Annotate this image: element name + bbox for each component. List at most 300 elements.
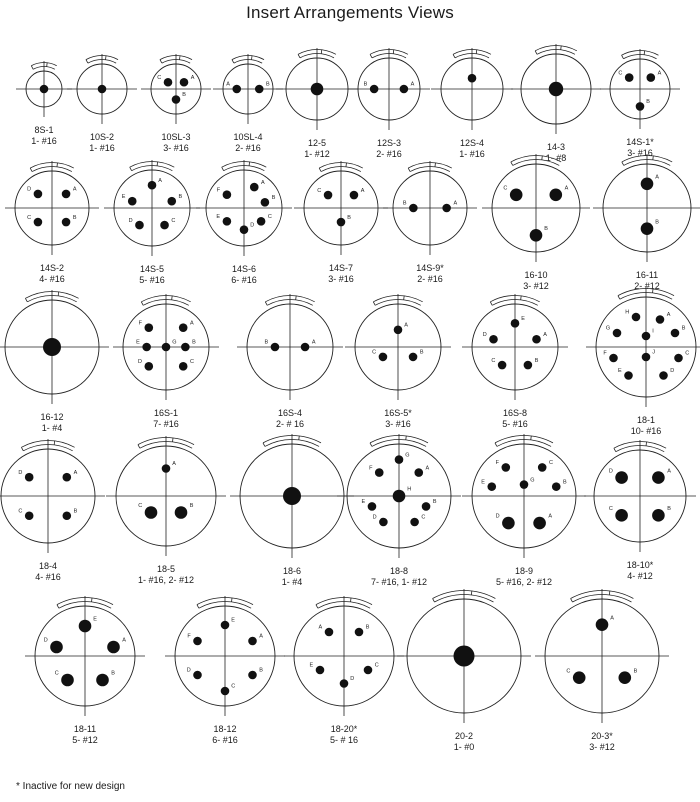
contact-letter: B: [266, 81, 270, 88]
contact-pin-a: [533, 517, 546, 530]
contact-pin-b: [619, 671, 632, 684]
contact-pin-a: [442, 204, 451, 213]
contact-letter: B: [271, 195, 276, 201]
contact-pin-a: [232, 85, 241, 94]
arrangement-name: 16S-8: [502, 408, 528, 418]
page-title: Insert Arrangements Views: [246, 3, 454, 22]
contact-count: 2- #12: [634, 281, 660, 291]
arrangement-name: 10S-2: [89, 132, 115, 142]
key-tick: [535, 51, 537, 55]
contact-pin: [98, 85, 107, 94]
contact-pin-d: [502, 517, 515, 530]
arrangement-name: 18-4: [38, 561, 58, 571]
contact-letter: F: [495, 460, 499, 467]
key-tick: [571, 599, 573, 603]
contact-pin-d: [25, 473, 34, 482]
contact-pin-c: [674, 354, 683, 363]
contact-pin-h: [393, 490, 406, 503]
arrangement-name: 18-5: [156, 564, 176, 574]
contact-pin-a: [532, 335, 541, 344]
arrangement-name: 12S-4: [459, 138, 485, 148]
contact-pin-f: [223, 190, 232, 199]
contact-pin-b: [63, 511, 72, 520]
contact-letter: J: [652, 349, 656, 356]
contact-letter: A: [548, 513, 553, 520]
contact-letter: A: [543, 331, 547, 338]
contact-pin-c: [510, 189, 523, 202]
contact-letter: E: [136, 339, 140, 346]
contact-letter: A: [410, 81, 415, 88]
connector-insert-16s-8: [462, 294, 568, 429]
contact-pin-f: [609, 354, 618, 363]
contact-count: 4- #12: [627, 571, 653, 581]
contact-count: 1- #0: [453, 742, 475, 752]
contact-pin-f: [145, 323, 154, 332]
contact-letter: B: [192, 339, 196, 346]
arrangement-name: 18-10*: [626, 560, 654, 570]
contact-letter: B: [646, 99, 650, 106]
key-tick: [141, 302, 143, 306]
key-tick: [316, 605, 318, 609]
connector-insert-18-11: [25, 596, 145, 745]
contact-letter: H: [407, 486, 412, 493]
connector-insert-18-20-: [284, 596, 404, 745]
key-tick: [614, 448, 616, 452]
contact-pin-a: [180, 78, 189, 87]
contact-pin-a: [250, 183, 259, 192]
contact-letter: B: [363, 81, 368, 88]
arrangement-name: 18-12: [213, 724, 237, 734]
key-tick: [57, 605, 59, 609]
contact-letter: C: [231, 683, 236, 690]
contact-letter: C: [18, 508, 23, 515]
contact-letter: B: [189, 503, 194, 510]
contact-pin-a: [596, 618, 609, 631]
contact-pin: [454, 646, 475, 667]
contact-letter: C: [685, 350, 690, 357]
contact-letter: E: [93, 616, 97, 623]
contact-pin-b: [175, 506, 188, 519]
contact-count: 5- #16: [139, 275, 165, 285]
connector-insert-20-3-: [535, 589, 669, 752]
connector-insert-14s-1-: [600, 49, 680, 158]
contact-letter: A: [190, 320, 194, 327]
key-tick: [433, 599, 435, 603]
arrangement-name: 18-1: [636, 415, 656, 425]
connector-insert-18-5: [106, 436, 226, 585]
contact-pin-b: [96, 674, 109, 687]
contact-letter: C: [190, 359, 194, 366]
contact-letter: E: [231, 617, 235, 624]
contact-pin-e: [487, 482, 496, 491]
key-tick: [130, 167, 132, 171]
contact-letter: D: [482, 331, 487, 338]
contact-letter: A: [122, 637, 126, 644]
contact-letter: E: [361, 499, 366, 506]
contact-pin-c: [160, 221, 169, 230]
contact-pin-e: [316, 666, 325, 675]
connector-insert-16s-4: [237, 294, 343, 429]
contact-letter: D: [27, 186, 32, 193]
contact-pin-b: [422, 502, 431, 511]
contact-pin-h: [632, 313, 641, 322]
contact-letter: D: [670, 368, 675, 375]
arrangement-name: 16S-5*: [384, 408, 412, 418]
contact-pin-a: [62, 190, 71, 199]
contact-pin-c: [625, 73, 634, 82]
contact-count: 3- #12: [589, 742, 615, 752]
arrangement-name: 8S-1: [34, 125, 54, 135]
contact-letter: D: [350, 676, 355, 683]
contact-letter: I: [652, 328, 654, 335]
contact-letter: B: [402, 200, 407, 207]
arrangement-name: 12S-3: [376, 138, 402, 148]
contact-count: 5- #16: [502, 419, 528, 429]
contact-letter: B: [182, 92, 186, 99]
connector-insert-16s-1: [113, 294, 219, 429]
contact-pin-g: [395, 455, 404, 464]
contact-letter: B: [681, 325, 686, 332]
contact-pin: [549, 82, 563, 96]
contact-letter: D: [43, 637, 48, 644]
contact-letter: A: [73, 469, 78, 476]
contact-count: 10- #16: [630, 426, 662, 436]
contact-letter: B: [73, 508, 78, 515]
contact-count: 7- #16, 1- #12: [370, 577, 428, 587]
key-tick: [86, 60, 88, 64]
arrangement-name: 14S-9*: [416, 263, 444, 273]
arrangement-name: 20-3*: [591, 731, 613, 741]
contact-letter: B: [667, 506, 671, 513]
contact-pin-b: [255, 85, 264, 94]
contact-letter: A: [158, 177, 162, 184]
contact-letter: G: [605, 325, 611, 332]
arrangement-name: 16-12: [40, 412, 64, 422]
key-tick: [222, 167, 224, 171]
contact-pin-b: [181, 343, 190, 352]
contact-letter: E: [216, 214, 221, 220]
key-tick: [197, 605, 199, 609]
arrangement-name: 18-11: [73, 724, 97, 734]
contact-pin-c: [25, 511, 34, 520]
contact-letter: C: [608, 506, 613, 513]
contact-letter: A: [226, 81, 230, 88]
arrangement-name: 12-5: [307, 138, 327, 148]
connector-insert-18-6: [230, 434, 354, 587]
contact-letter: D: [138, 359, 142, 366]
contact-count: 2- #16: [417, 274, 443, 284]
contact-pin-b: [636, 102, 645, 111]
contact-pin-a: [550, 189, 563, 202]
contact-letter: A: [259, 633, 263, 640]
contact-pin-e: [511, 319, 520, 328]
contact-letter: C: [267, 214, 272, 220]
arrangement-name: 14S-2: [39, 263, 65, 273]
contact-letter: B: [563, 479, 567, 486]
contact-letter: F: [216, 187, 221, 194]
contact-count: 1- #12: [304, 149, 330, 159]
contact-letter: D: [608, 468, 613, 475]
contact-count: 1- #4: [281, 577, 303, 587]
arrangement-name: 18-9: [514, 566, 534, 576]
contact-pin-a: [394, 326, 403, 335]
key-tick: [618, 296, 620, 300]
key-tick: [31, 66, 33, 70]
key-tick: [265, 302, 267, 306]
contact-letter: B: [178, 193, 183, 200]
contact-pin-b: [62, 218, 71, 227]
contact-letter: B: [111, 670, 115, 677]
contact-letter: A: [453, 200, 458, 207]
contact-pin-b: [641, 222, 654, 235]
contact-pin-f: [502, 463, 511, 472]
contact-count: 3- #16: [328, 274, 354, 284]
connector-insert-16-10: [482, 154, 590, 291]
contact-pin-b: [409, 353, 418, 362]
contact-pin: [283, 487, 301, 505]
contact-count: 2- #16: [376, 149, 402, 159]
contact-pin-a: [350, 191, 359, 200]
contact-letter: C: [549, 460, 553, 467]
contact-pin-c: [324, 191, 333, 200]
contact-letter: C: [491, 357, 496, 364]
connector-insert-12-5: [276, 48, 358, 159]
contact-letter: B: [544, 225, 548, 232]
contact-count: 6- #16: [231, 275, 257, 285]
contact-pin-c: [498, 361, 507, 370]
contact-letter: A: [190, 74, 195, 81]
contact-letter: F: [138, 320, 142, 327]
key-tick: [25, 298, 27, 302]
key-tick: [319, 168, 321, 172]
contact-count: 6- #16: [212, 735, 238, 745]
key-tick: [30, 168, 32, 172]
contact-pin-a: [179, 323, 188, 332]
contact-pin-a: [248, 637, 257, 646]
contact-letter: C: [503, 185, 508, 192]
connector-insert-18-9: [462, 434, 586, 587]
contact-pin-d: [659, 371, 668, 380]
contact-letter: E: [521, 316, 525, 323]
contact-count: 1- #4: [41, 423, 63, 433]
contact-letter: D: [372, 514, 377, 521]
arrangement-name: 16S-4: [277, 408, 303, 418]
contact-letter: A: [172, 461, 176, 468]
contact-letter: C: [317, 187, 322, 194]
contact-letter: C: [157, 74, 162, 81]
connector-insert-16-12: [0, 290, 109, 433]
contact-letter: C: [171, 217, 176, 224]
contact-letter: D: [128, 217, 133, 224]
contact-letter: A: [666, 312, 671, 319]
contact-count: 5- # 16: [329, 735, 359, 745]
contact-pin-c: [145, 506, 158, 519]
contact-letter: B: [534, 357, 539, 364]
contact-letter: B: [655, 219, 659, 226]
contact-letter: E: [309, 662, 314, 669]
contact-pin-a: [641, 178, 654, 191]
key-tick: [453, 54, 455, 58]
key-tick: [138, 445, 140, 449]
contact-pin-c: [179, 362, 188, 371]
contact-letter: E: [481, 479, 485, 486]
arrangement-name: 10SL-4: [233, 132, 263, 142]
connector-insert-8s-1: [16, 61, 72, 146]
contact-pin-d: [193, 671, 202, 680]
contact-letter: A: [318, 624, 323, 631]
contact-count: 1- #16: [31, 136, 57, 146]
arrangement-name: 18-6: [282, 566, 302, 576]
contact-pin-d: [379, 518, 388, 527]
arrangement-name: 14-3: [546, 142, 566, 152]
key-tick: [622, 162, 624, 166]
connector-insert-14s-5: [104, 160, 200, 285]
contact-pin-b: [337, 218, 346, 227]
contact-pin-i: [642, 332, 651, 341]
connector-insert-20-2: [397, 589, 531, 752]
contact-pin-a: [107, 641, 120, 654]
contact-pin: [468, 74, 477, 83]
arrangement-name: 16-11: [635, 270, 659, 280]
contact-count: 5- #12: [72, 735, 98, 745]
connector-insert-12s-3: [348, 48, 430, 159]
key-tick: [232, 60, 234, 64]
contact-pin-b: [271, 343, 280, 352]
contact-pin-e: [128, 197, 137, 206]
contact-count: 1- #8: [545, 153, 567, 163]
contact-letter: C: [566, 668, 571, 675]
key-tick: [21, 447, 23, 451]
connector-insert-10sl-3: [141, 54, 211, 153]
footnote: * Inactive for new design: [16, 781, 125, 792]
arrangement-name: 18-8: [389, 566, 409, 576]
contact-pin-e: [142, 343, 151, 352]
key-tick: [263, 443, 265, 447]
connector-insert-12s-4: [431, 48, 513, 159]
contact-letter: B: [264, 339, 269, 346]
connector-insert-10sl-4: [213, 54, 283, 153]
contact-count: 1- #16: [459, 149, 485, 159]
connector-insert-18-12: [165, 596, 285, 745]
contact-letter: D: [18, 469, 23, 476]
connector-insert-18-8: [337, 434, 461, 587]
contact-letter: B: [72, 214, 77, 221]
contact-count: 4- #16: [39, 274, 65, 284]
contact-pin: [311, 83, 324, 96]
contact-letter: F: [603, 350, 607, 357]
connector-insert-14s-7: [294, 161, 388, 284]
contact-pin: [43, 338, 61, 356]
contact-letter: A: [360, 187, 365, 194]
contact-letter: G: [172, 339, 177, 346]
contact-pin-a: [301, 343, 310, 352]
contact-letter: D: [250, 222, 255, 229]
contact-pin-g: [520, 480, 529, 489]
key-tick: [490, 302, 492, 306]
contact-letter: B: [633, 668, 638, 675]
key-tick: [622, 55, 624, 59]
contact-pin-c: [164, 78, 173, 87]
contact-letter: C: [138, 503, 143, 510]
contact-pin: [40, 85, 49, 94]
contact-letter: A: [311, 339, 316, 346]
contact-letter: D: [186, 667, 191, 674]
connector-insert-16-11: [593, 154, 700, 291]
contact-letter: B: [432, 499, 437, 506]
contact-pin-b: [370, 85, 379, 94]
contact-pin-d: [145, 362, 154, 371]
contact-letter: G: [530, 477, 535, 484]
contact-count: 3- #16: [627, 148, 653, 158]
arrangement-name: 14S-7: [328, 263, 354, 273]
contact-letter: C: [27, 214, 32, 221]
contact-pin-g: [162, 343, 171, 352]
contact-letter: A: [404, 322, 408, 329]
contact-letter: B: [259, 667, 263, 674]
contact-letter: B: [347, 214, 351, 221]
contact-pin-b: [409, 204, 418, 213]
contact-pin-d: [50, 641, 63, 654]
contact-letter: H: [625, 309, 630, 316]
contact-pin-e: [223, 217, 232, 226]
contact-letter: F: [187, 633, 191, 640]
contact-pin-c: [538, 463, 547, 472]
contact-pin-a: [414, 468, 423, 477]
contact-pin-b: [248, 671, 257, 680]
arrangement-name: 20-2: [454, 731, 474, 741]
contact-pin-c: [221, 687, 230, 696]
contact-count: 1- #16: [89, 143, 115, 153]
contact-pin-b: [552, 482, 561, 491]
contact-pin-d: [34, 190, 43, 199]
contact-pin-d: [489, 335, 498, 344]
contact-pin-e: [624, 371, 633, 380]
contact-pin-c: [615, 509, 628, 522]
connector-insert-14s-6: [196, 160, 292, 285]
contact-pin-b: [652, 509, 665, 522]
contact-pin-b: [167, 197, 176, 206]
contact-pin-d: [135, 221, 144, 230]
contact-pin-f: [375, 468, 384, 477]
contact-count: 5- #16, 2- #12: [495, 577, 553, 587]
contact-letter: A: [610, 615, 614, 622]
contact-pin-a: [647, 73, 656, 82]
contact-pin-a: [63, 473, 72, 482]
contact-letter: B: [365, 624, 370, 631]
contact-pin-c: [573, 671, 586, 684]
contact-pin-e: [79, 620, 92, 633]
connector-insert-10s-2: [67, 54, 137, 153]
contact-letter: A: [564, 185, 569, 192]
contact-letter: A: [72, 186, 77, 193]
contact-pin-b: [671, 329, 680, 338]
contact-pin-a: [148, 181, 157, 190]
contact-letter: F: [369, 465, 373, 472]
key-tick: [160, 60, 162, 64]
contact-letter: A: [261, 179, 265, 186]
contact-pin-b: [355, 628, 364, 637]
contact-pin-e: [368, 502, 377, 511]
contact-pin-d: [615, 471, 628, 484]
contact-letter: E: [121, 193, 126, 200]
contact-pin-c: [257, 217, 266, 226]
arrangement-name: 10SL-3: [161, 132, 191, 142]
contact-pin-f: [193, 637, 202, 646]
contact-pin-a: [325, 628, 334, 637]
contact-count: 3- #16: [163, 143, 189, 153]
contact-letter: A: [425, 465, 430, 472]
contact-pin-b: [261, 198, 270, 207]
